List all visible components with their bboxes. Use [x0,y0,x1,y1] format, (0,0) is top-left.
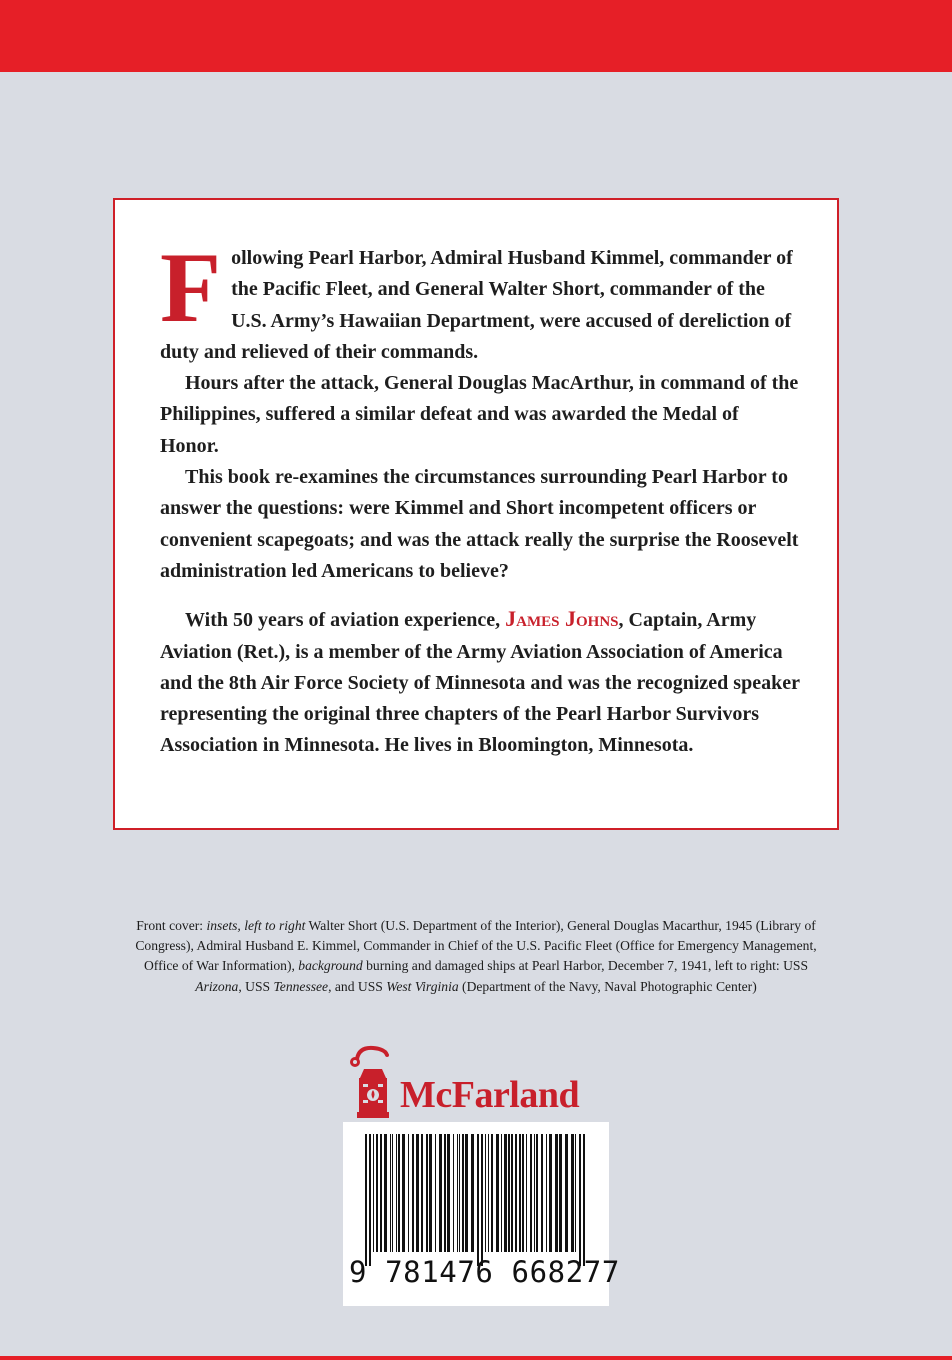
barcode-bar [496,1134,499,1252]
author-bio-intro: With 50 years of aviation experience, [185,609,506,632]
barcode-bar [575,1134,576,1252]
barcode-bar [583,1134,585,1266]
barcode-bar [515,1134,517,1252]
barcode-bar [398,1134,400,1252]
barcode-bar [416,1134,419,1252]
barcode-bar [471,1134,474,1252]
barcode-bar [376,1134,378,1252]
credits-background-label: background [298,958,363,974]
barcode-bar [369,1134,371,1266]
barcode-bar [477,1134,479,1266]
author-bio [160,603,800,761]
barcode-bar [536,1134,538,1252]
barcode-bar [421,1134,423,1252]
barcode-bar [546,1134,547,1252]
blurb-text [160,232,800,762]
barcode-bar [565,1134,568,1252]
barcode-bar [380,1134,382,1252]
barcode-bar [559,1134,562,1252]
blurb-box [113,198,839,830]
barcode-bar [462,1134,464,1252]
credits-text: (Department of the Navy, Naval Photographic Center) [458,978,757,994]
barcode-bar [396,1134,397,1252]
barcode-bar [435,1134,436,1252]
barcode-bar [534,1134,535,1252]
author-bio-rest: , Captain, Army Aviation (Ret.), is a member of the Army Aviation Association of America and the 8th Air Force Society of Minnesota and was the recognized speaker representing the original three chapters of the Pearl Harbor Survivors Association in Minnesota. He lives in Bloomington, Minnesota. [160,609,800,757]
blurb-paragraph-3: This book re-examines the circumstances surrounding Pearl Harbor to answer the questions: were Kimmel and Short incompetent officers or convenient scapegoats; and was the attack really the surprise the Roosevelt administration led Americans to believe? [160,466,799,582]
barcode-bar [384,1134,387,1252]
ship-name: Arizona [195,978,239,994]
barcode-bar [459,1134,460,1252]
top-red-band [0,0,952,72]
barcode-bar [444,1134,446,1252]
blurb-paragraph-1 [160,232,800,368]
barcode-bar [571,1134,574,1252]
credits-text: Walter Short (U.S. Department of the Interior), General Douglas Macarthur, 1945 (Library of Congress), Admiral Husband E. Kimmel, Commander in Chief of the U.S. Pacific Fleet (Office for Emergency Management, Office of War Information), [135,918,817,974]
ship-name: Tennessee [273,978,329,994]
barcode-bar [485,1134,486,1252]
barcode-bar [549,1134,552,1252]
barcode-bar [522,1134,524,1252]
barcode-bar [465,1134,468,1252]
barcode-bar [530,1134,532,1252]
barcode-bar [429,1134,432,1252]
barcode-bar [412,1134,414,1252]
barcode-bar [453,1134,454,1252]
lantern-icon [345,1045,401,1121]
barcode-bar [457,1134,458,1252]
bottom-red-line [0,1356,952,1360]
credits-label: Front cover: [136,918,207,933]
barcode-bar [555,1134,558,1252]
credits-text: , and USS [328,978,387,994]
barcode [343,1122,620,1306]
barcode-bar [373,1134,374,1252]
barcode-bar [408,1134,409,1252]
barcode-bar [488,1134,489,1252]
drop-cap: F [160,232,222,343]
cover-credits [120,916,832,997]
barcode-bar [519,1134,521,1252]
publisher-name: McFarland [400,1074,580,1116]
barcode-bar [491,1134,493,1252]
credits-text: burning and damaged ships at Pearl Harbor, December 7, 1941, left to right: USS [362,958,809,974]
credits-text: , USS [238,978,274,994]
credits-insets-label: insets, left to right [206,918,306,933]
barcode-bar [541,1134,543,1252]
blurb-paragraph-2: Hours after the attack, General Douglas MacArthur, in command of the Philippines, suffered a similar defeat and was awarded the Medal of Honor. [160,372,799,457]
barcode-bar [504,1134,507,1252]
blurb-paragraph-1-text: ollowing Pearl Harbor, Admiral Husband Kimmel, commander of the Pacific Fleet, and General Walter Short, commander of the U.S. Army’s Hawaiian Department, were accused of dereliction of duty and relieved of their commands. [160,247,793,363]
barcode-bar [579,1134,581,1266]
barcode-bar [447,1134,450,1252]
barcode-bar [526,1134,527,1252]
barcode-bar [501,1134,502,1252]
isbn-digits: 9 781476 668277 [349,1255,620,1289]
author-name: James Johns [505,606,619,632]
publisher-logo [345,1045,607,1123]
ship-name: West Virginia [386,978,459,994]
barcode-bar [390,1134,391,1252]
barcode-bar [426,1134,428,1252]
barcode-bar [511,1134,513,1252]
barcode-bar [402,1134,405,1252]
barcode-bar [392,1134,393,1252]
barcode-bar [508,1134,510,1252]
barcode-bar [481,1134,483,1266]
barcode-bar [365,1134,367,1266]
barcode-bar [439,1134,442,1252]
